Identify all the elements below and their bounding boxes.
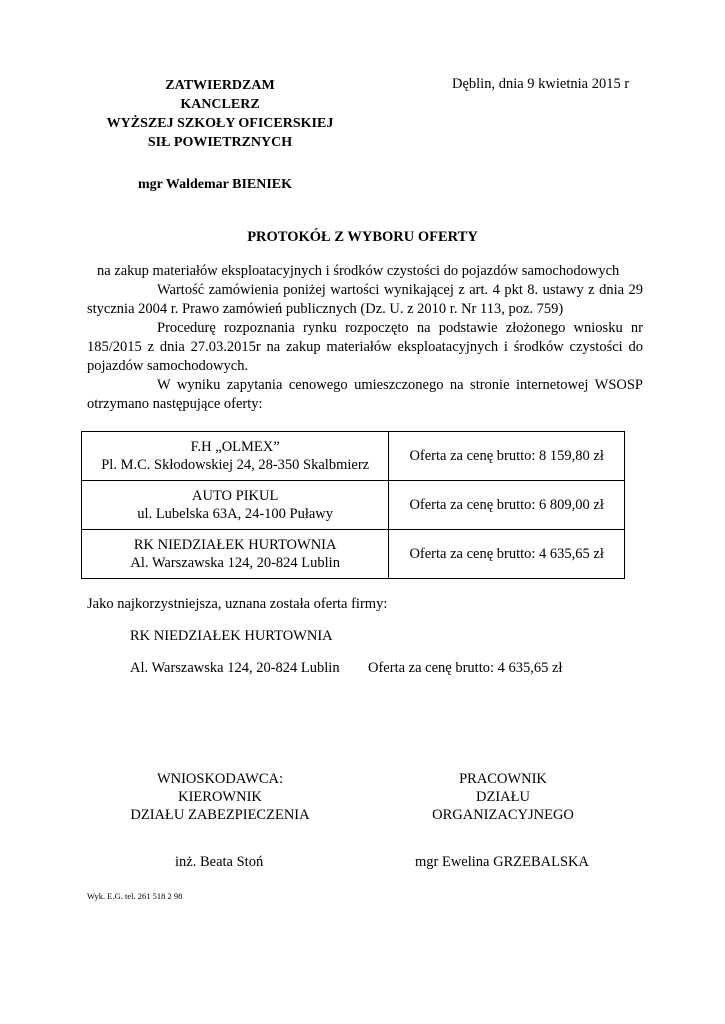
signature-title-line: PRACOWNIK <box>459 771 547 787</box>
offer-firm-name: F.H „OLMEX” <box>190 439 280 455</box>
applicant-name: inż. Beata Stoń <box>175 854 264 870</box>
signature-title-line: DZIAŁU <box>476 789 530 805</box>
document-title: PROTOKÓŁ Z WYBORU OFERTY <box>247 229 478 245</box>
signature-title-line: DZIAŁU ZABEZPIECZENIA <box>130 807 310 823</box>
body-text <box>87 262 643 414</box>
best-offer-label: Jako najkorzystniejsza, uznana została oferta firmy: <box>87 596 388 612</box>
offer-price: Oferta za cenę brutto: 6 809,00 zł <box>389 481 625 530</box>
approval-line: WYŻSZEJ SZKOŁY OFICERSKIEJ <box>106 116 334 131</box>
place-date: Dęblin, dnia 9 kwietnia 2015 r <box>452 76 630 92</box>
footer-note: Wyk. E.G. tel. 261 518 2 98 <box>87 891 183 901</box>
subject-paragraph: na zakup materiałów eksploatacyjnych i środków czystości do pojazdów samochodowych <box>97 263 620 279</box>
approver-signer: mgr Waldemar BIENIEK <box>138 177 293 192</box>
approval-block <box>90 76 350 152</box>
applicant-signature-block <box>100 770 340 824</box>
offer-price: Oferta za cenę brutto: 8 159,80 zł <box>389 432 625 481</box>
employee-name: mgr Ewelina GRZEBALSKA <box>415 854 589 870</box>
offers-table <box>81 431 625 579</box>
signature-title-line: WNIOSKODAWCA: <box>156 771 284 787</box>
best-offer-address: Al. Warszawska 124, 20-824 Lublin <box>130 660 340 676</box>
offer-firm-address: Al. Warszawska 124, 20-824 Lublin <box>130 555 340 571</box>
procedure-paragraph: Procedurę rozpoznania rynku rozpoczęto na podstawie złożonego wniosku nr 185/2015 z dnia 27.03.2015r na zakup materiałów eksploatacyjnych i środków czystości do pojazdów samochodowych. <box>87 320 643 374</box>
signature-title-line: KIEROWNIK <box>178 789 262 805</box>
table-row <box>82 432 625 481</box>
offer-firm-name: AUTO PIKUL <box>192 488 279 504</box>
offer-firm-address: Pl. M.C. Skłodowskiej 24, 28-350 Skalbmierz <box>101 457 370 473</box>
inquiry-paragraph: W wyniku zapytania cenowego umieszczonego na stronie internetowej WSOSP otrzymano następujące oferty: <box>87 377 643 412</box>
offer-price: Oferta za cenę brutto: 4 635,65 zł <box>389 530 625 579</box>
offer-firm-address: ul. Lubelska 63A, 24-100 Puławy <box>137 506 334 522</box>
best-offer-name: RK NIEDZIAŁEK HURTOWNIA <box>130 628 333 644</box>
offer-firm-cell <box>82 481 389 530</box>
best-offer-price: Oferta za cenę brutto: 4 635,65 zł <box>368 660 563 676</box>
offer-firm-name: RK NIEDZIAŁEK HURTOWNIA <box>133 537 337 553</box>
employee-signature-block <box>383 770 623 824</box>
offer-firm-cell <box>82 530 389 579</box>
offer-firm-cell <box>82 432 389 481</box>
table-row <box>82 481 625 530</box>
approval-line: KANCLERZ <box>180 97 260 112</box>
signature-title-line: ORGANIZACYJNEGO <box>432 807 574 823</box>
approval-line: ZATWIERDZAM <box>165 78 275 93</box>
table-row <box>82 530 625 579</box>
approval-line: SIŁ POWIETRZNYCH <box>147 135 293 150</box>
value-paragraph: Wartość zamówienia poniżej wartości wynikającej z art. 4 pkt 8. ustawy z dnia 29 stycznia 2004 r. Prawo zamówień publicznych (Dz. U. z 2010 r. Nr 113, poz. 759) <box>87 282 643 317</box>
